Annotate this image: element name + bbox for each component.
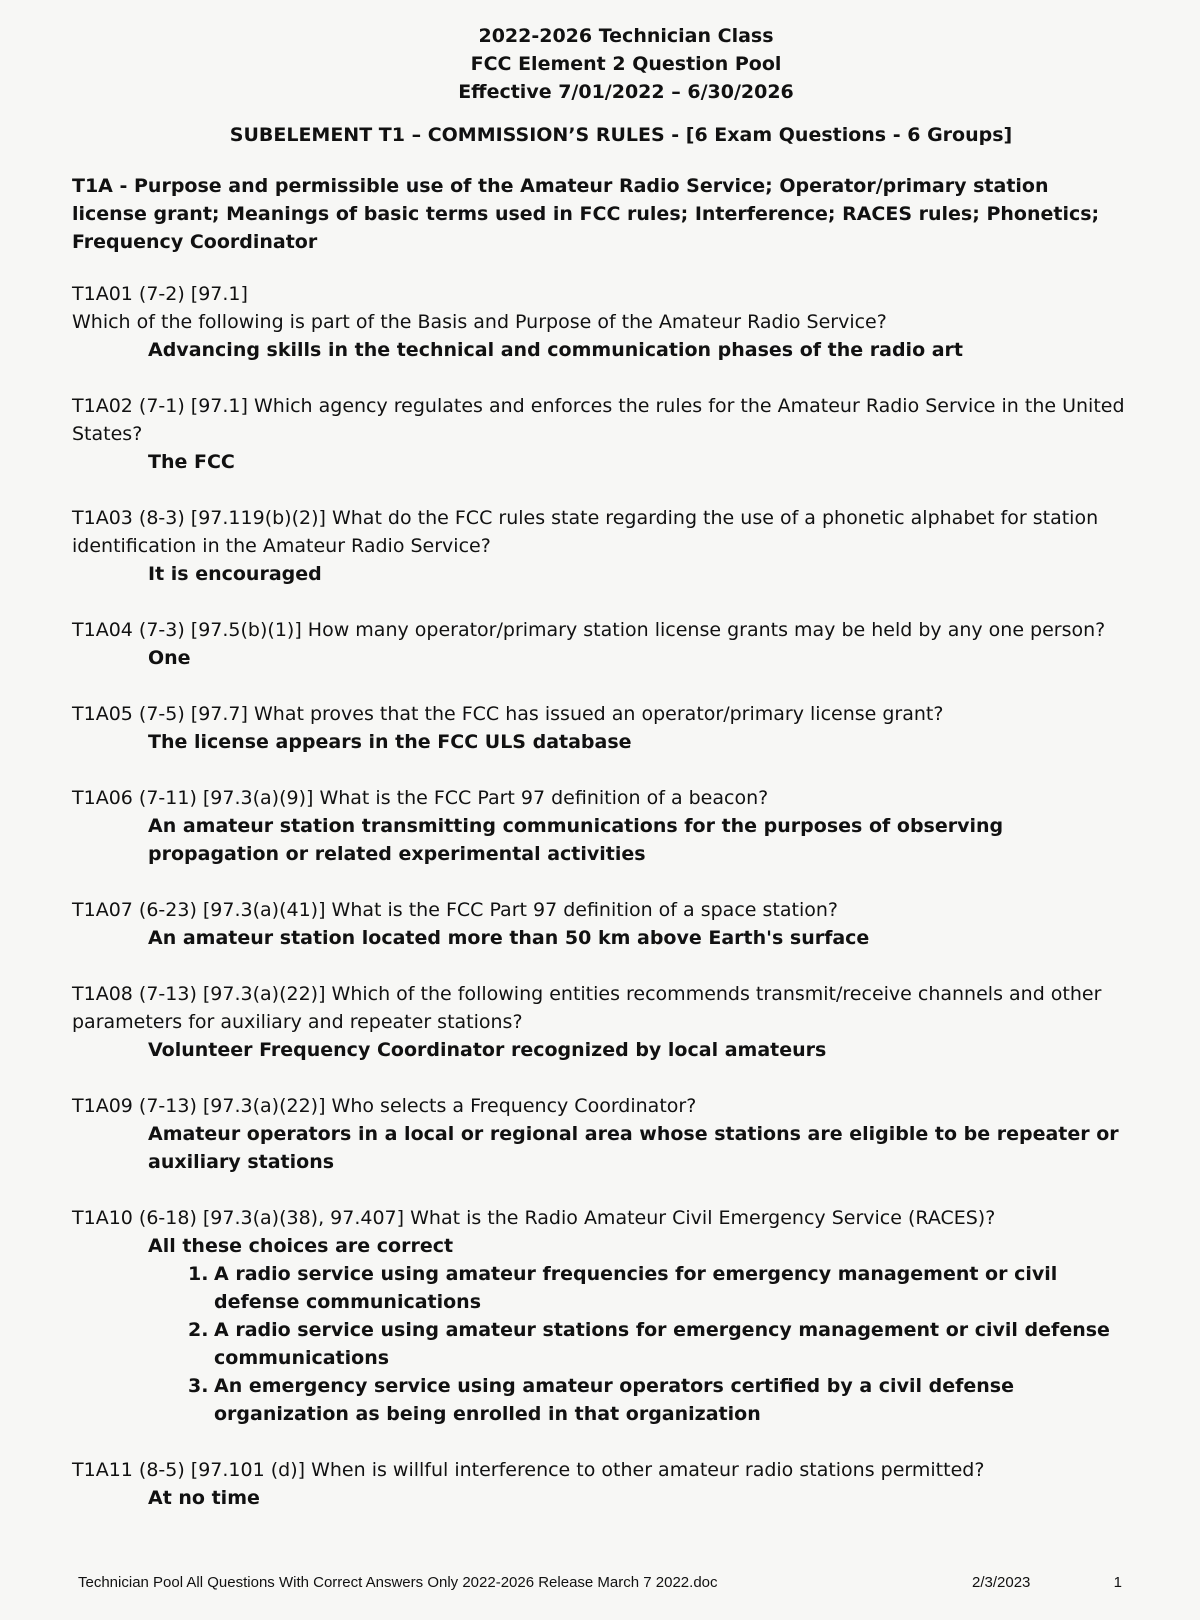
question-text xyxy=(72,1092,1130,1120)
subelement-heading: SUBELEMENT T1 – COMMISSION’S RULES - [6 Exam Questions - 6 Groups] xyxy=(229,124,1013,146)
question-id: T1A02 (7-1) [97.1] xyxy=(72,395,248,417)
question-text xyxy=(72,700,1130,728)
question-body: What proves that the FCC has issued an operator/primary license grant? xyxy=(253,703,944,725)
question-body: Which agency regulates and enforces the rules for the Amateur Radio Service in the United States? xyxy=(72,395,1125,445)
question-id: T1A01 (7-2) [97.1] xyxy=(72,283,248,305)
question-answer: The license appears in the FCC ULS database xyxy=(148,731,632,753)
question-answer: Advancing skills in the technical and communication phases of the radio art xyxy=(148,339,964,361)
question-t1a09 xyxy=(72,1092,1130,1176)
question-t1a06 xyxy=(72,784,1130,868)
question-body: What do the FCC rules state regarding the use of a phonetic alphabet for station identification in the Amateur Radio Service? xyxy=(72,507,1099,557)
question-id: T1A03 (8-3) [97.119(b)(2)] xyxy=(72,507,326,529)
question-answer: One xyxy=(148,647,191,669)
choice-number: 1. xyxy=(188,1263,209,1285)
choice-text: A radio service using amateur stations for emergency management or civil defense communications xyxy=(214,1319,1110,1369)
question-answer: It is encouraged xyxy=(148,563,322,585)
header-line-3: Effective 7/01/2022 – 6/30/2026 xyxy=(458,81,794,103)
question-text xyxy=(72,1456,1130,1484)
footer-date: 2/3/2023 xyxy=(972,1574,1031,1591)
question-answer: Amateur operators in a local or regional area whose stations are eligible to be repeater or auxiliary stations xyxy=(148,1123,1119,1173)
question-id: T1A06 (7-11) [97.3(a)(9)] xyxy=(72,787,314,809)
question-id: T1A05 (7-5) [97.7] xyxy=(72,703,248,725)
choice-text: An emergency service using amateur operators certified by a civil defense organization as being enrolled in that organization xyxy=(214,1375,1014,1425)
question-text xyxy=(72,392,1130,448)
question-t1a03 xyxy=(72,504,1130,588)
question-id: T1A08 (7-13) [97.3(a)(22)] xyxy=(72,983,326,1005)
question-body: Which of the following is part of the Basis and Purpose of the Amateur Radio Service? xyxy=(72,311,887,333)
header-line-1: 2022-2026 Technician Class xyxy=(478,25,774,47)
question-body: How many operator/primary station license grants may be held by any one person? xyxy=(307,619,1106,641)
question-t1a10 xyxy=(72,1204,1130,1428)
question-answer: The FCC xyxy=(148,451,235,473)
question-body: What is the Radio Amateur Civil Emergency Service (RACES)? xyxy=(410,1207,996,1229)
question-body: What is the FCC Part 97 definition of a space station? xyxy=(331,899,838,921)
choice-item xyxy=(188,1316,1130,1372)
question-t1a02 xyxy=(72,392,1130,476)
header-line-2: FCC Element 2 Question Pool xyxy=(470,53,782,75)
question-body: Who selects a Frequency Coordinator? xyxy=(331,1095,697,1117)
question-text xyxy=(72,784,1130,812)
question-text xyxy=(72,980,1130,1036)
question-body: When is willful interference to other amateur radio stations permitted? xyxy=(311,1459,985,1481)
choice-item xyxy=(188,1260,1130,1316)
choice-number: 3. xyxy=(188,1375,209,1397)
question-answer: An amateur station transmitting communications for the purposes of observing propagation or related experimental activities xyxy=(148,815,1004,865)
question-text xyxy=(72,616,1130,644)
choice-number: 2. xyxy=(188,1319,209,1341)
question-id: T1A10 (6-18) [97.3(a)(38), 97.407] xyxy=(72,1207,405,1229)
footer-document-name: Technician Pool All Questions With Correct Answers Only 2022-2026 Release March 7 2022.doc xyxy=(78,1574,718,1591)
question-answer: Volunteer Frequency Coordinator recognized by local amateurs xyxy=(148,1039,827,1061)
question-t1a04 xyxy=(72,616,1130,672)
question-body: Which of the following entities recommends transmit/receive channels and other parameters for auxiliary and repeater stations? xyxy=(72,983,1102,1033)
choice-list xyxy=(72,1260,1130,1428)
question-t1a05 xyxy=(72,700,1130,756)
question-t1a11 xyxy=(72,1456,1130,1512)
group-title: T1A - Purpose and permissible use of the Amateur Radio Service; Operator/primary station license grant; Meanings of basic terms used in FCC rules; Interference; RACES rules; Phonetics; Frequency Coordinator xyxy=(72,175,1100,253)
document-header xyxy=(122,22,1130,106)
question-t1a07 xyxy=(72,896,1130,952)
question-t1a01 xyxy=(72,280,1130,364)
question-list xyxy=(72,280,1130,1512)
choice-text: A radio service using amateur frequencies for emergency management or civil defense communications xyxy=(214,1263,1058,1313)
footer-page-number: 1 xyxy=(1113,1574,1122,1591)
question-answer: An amateur station located more than 50 km above Earth's surface xyxy=(148,927,870,949)
question-text xyxy=(72,504,1130,560)
page-footer xyxy=(78,1574,1122,1591)
question-answer: All these choices are correct xyxy=(148,1235,454,1257)
question-id: T1A04 (7-3) [97.5(b)(1)] xyxy=(72,619,302,641)
choice-item xyxy=(188,1372,1130,1428)
question-t1a08 xyxy=(72,980,1130,1064)
question-id: T1A11 (8-5) [97.101 (d)] xyxy=(72,1459,306,1481)
question-id: T1A07 (6-23) [97.3(a)(41)] xyxy=(72,899,326,921)
question-text xyxy=(72,1204,1130,1232)
question-text xyxy=(72,896,1130,924)
question-text xyxy=(72,280,1130,336)
question-id: T1A09 (7-13) [97.3(a)(22)] xyxy=(72,1095,326,1117)
question-answer: At no time xyxy=(148,1487,260,1509)
question-body: What is the FCC Part 97 definition of a beacon? xyxy=(319,787,769,809)
